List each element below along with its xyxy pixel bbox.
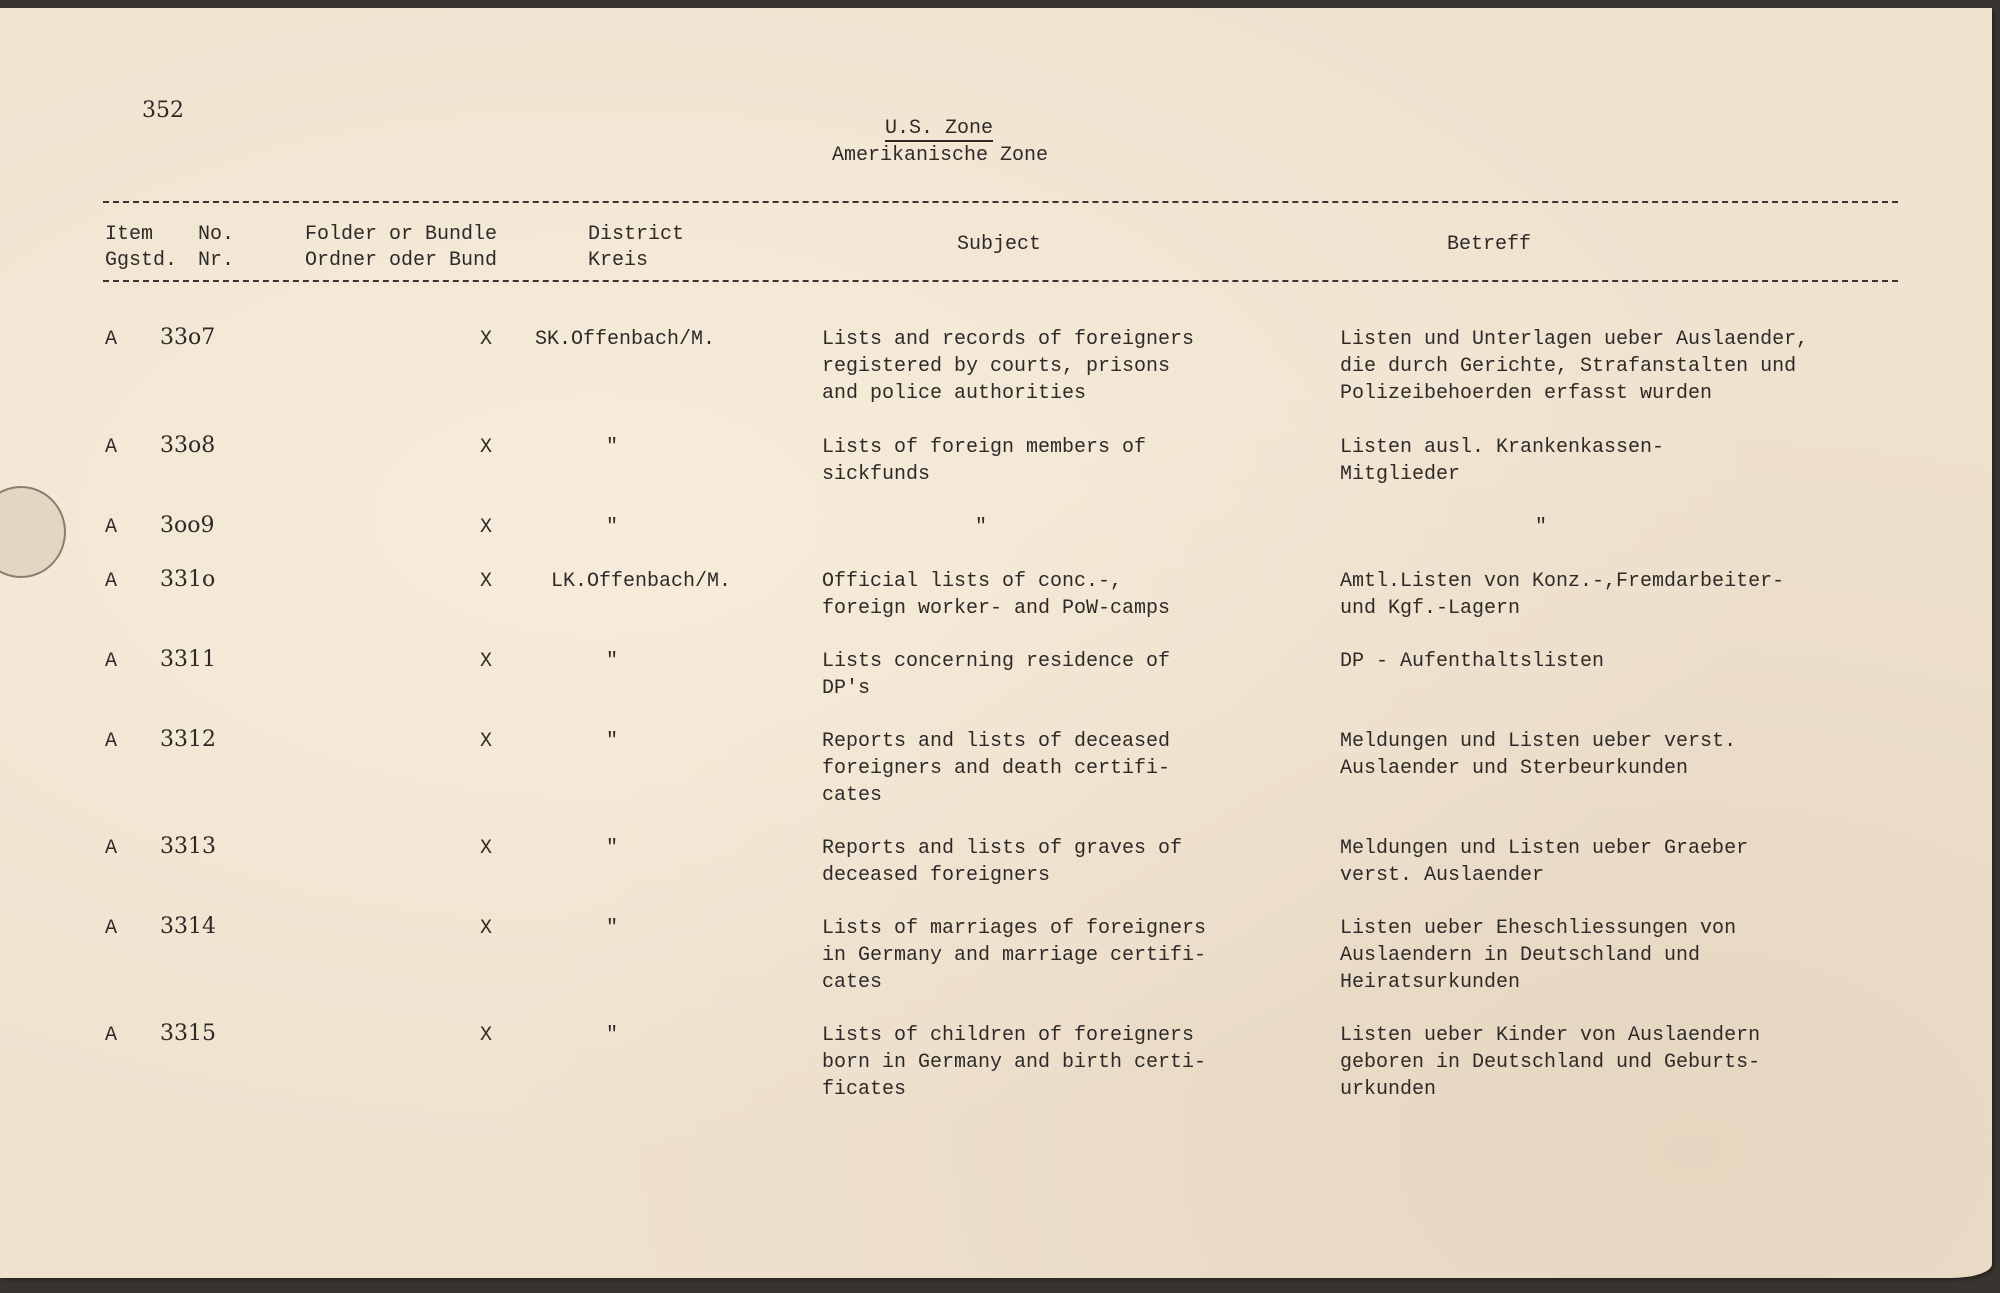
header-district bbox=[588, 222, 684, 274]
header-number bbox=[198, 222, 234, 274]
folder-mark: X bbox=[480, 917, 493, 940]
folder-mark: X bbox=[480, 1024, 493, 1047]
item-letter: A bbox=[105, 837, 118, 860]
header-item-de: Ggstd. bbox=[105, 249, 178, 272]
item-number: 33o7 bbox=[160, 325, 216, 350]
subject-line: foreigners and death certifi- bbox=[822, 757, 1171, 780]
item-letter: A bbox=[105, 436, 118, 459]
subject-text bbox=[975, 514, 987, 541]
betreff-line: Heiratsurkunden bbox=[1340, 971, 1521, 994]
betreff-text bbox=[1340, 1022, 1760, 1103]
subject-line: Official lists of conc.-, bbox=[822, 570, 1123, 593]
subject-line: cates bbox=[822, 784, 883, 807]
header-betreff: Betreff bbox=[1447, 233, 1532, 256]
header-rule-bottom bbox=[103, 280, 1898, 282]
header-subject: Subject bbox=[957, 233, 1042, 256]
header-number-en: No. bbox=[198, 223, 235, 246]
page-tab-marker bbox=[0, 486, 66, 578]
betreff-line: " bbox=[1535, 516, 1548, 539]
header-number-de: Nr. bbox=[198, 249, 235, 272]
subject-line: deceased foreigners bbox=[822, 864, 1051, 887]
district-name: LK.Offenbach/M. bbox=[551, 570, 732, 593]
folder-mark: X bbox=[480, 328, 493, 351]
item-number: 3315 bbox=[160, 1021, 216, 1046]
folder-mark: X bbox=[480, 516, 493, 539]
item-letter: A bbox=[105, 730, 118, 753]
subject-text bbox=[822, 326, 1194, 407]
betreff-text bbox=[1340, 434, 1664, 488]
item-letter: A bbox=[105, 328, 118, 351]
subject-line: Lists of foreign members of bbox=[822, 436, 1147, 459]
folder-mark: X bbox=[480, 570, 493, 593]
betreff-text bbox=[1340, 648, 1604, 675]
zone-title-english: U.S. Zone bbox=[885, 117, 994, 140]
betreff-line: Auslaender und Sterbeurkunden bbox=[1340, 757, 1689, 780]
district-name: " bbox=[606, 516, 619, 539]
betreff-line: Listen und Unterlagen ueber Auslaender, bbox=[1340, 328, 1809, 351]
item-number: 3313 bbox=[160, 834, 216, 859]
header-item bbox=[105, 222, 177, 274]
header-folder bbox=[305, 222, 497, 274]
item-number: 33o8 bbox=[160, 433, 216, 458]
betreff-line: Listen ueber Eheschliessungen von bbox=[1340, 917, 1737, 940]
subject-text bbox=[822, 434, 1146, 488]
betreff-line: geboren in Deutschland und Geburts- bbox=[1340, 1051, 1761, 1074]
betreff-line: urkunden bbox=[1340, 1078, 1437, 1101]
subject-line: cates bbox=[822, 971, 883, 994]
subject-line: born in Germany and birth certi- bbox=[822, 1051, 1207, 1074]
betreff-line: und Kgf.-Lagern bbox=[1340, 597, 1521, 620]
betreff-text bbox=[1340, 568, 1784, 622]
subject-text bbox=[822, 915, 1206, 996]
header-rule-top bbox=[103, 201, 1898, 203]
betreff-text bbox=[1535, 514, 1547, 541]
page-number: 352 bbox=[142, 98, 184, 123]
item-number: 3312 bbox=[160, 727, 216, 752]
betreff-line: Listen ueber Kinder von Auslaendern bbox=[1340, 1024, 1761, 1047]
subject-line: Lists concerning residence of bbox=[822, 650, 1171, 673]
item-letter: A bbox=[105, 1024, 118, 1047]
betreff-text bbox=[1340, 835, 1748, 889]
subject-text bbox=[822, 835, 1182, 889]
header-district-en: District bbox=[588, 223, 685, 246]
betreff-line: Polizeibehoerden erfasst wurden bbox=[1340, 382, 1713, 405]
subject-line: sickfunds bbox=[822, 463, 931, 486]
folder-mark: X bbox=[480, 650, 493, 673]
item-number: 3oo9 bbox=[160, 513, 215, 538]
betreff-line: Auslaendern in Deutschland und bbox=[1340, 944, 1701, 967]
subject-line: Lists of children of foreigners bbox=[822, 1024, 1195, 1047]
betreff-line: verst. Auslaender bbox=[1340, 864, 1545, 887]
zone-title-german: Amerikanische Zone bbox=[832, 144, 1049, 167]
betreff-line: Listen ausl. Krankenkassen- bbox=[1340, 436, 1665, 459]
subject-text bbox=[822, 1022, 1206, 1103]
item-letter: A bbox=[105, 516, 118, 539]
header-item-en: Item bbox=[105, 223, 154, 246]
header-folder-en: Folder or Bundle bbox=[305, 223, 498, 246]
subject-line: Reports and lists of deceased bbox=[822, 730, 1171, 753]
item-letter: A bbox=[105, 917, 118, 940]
subject-text bbox=[822, 648, 1170, 702]
subject-text bbox=[822, 728, 1170, 809]
subject-line: DP's bbox=[822, 677, 871, 700]
betreff-line: Meldungen und Listen ueber Graeber bbox=[1340, 837, 1749, 860]
betreff-line: die durch Gerichte, Strafanstalten und bbox=[1340, 355, 1797, 378]
betreff-line: Mitglieder bbox=[1340, 463, 1461, 486]
betreff-text bbox=[1340, 326, 1808, 407]
district-name: " bbox=[606, 730, 619, 753]
subject-line: " bbox=[975, 516, 988, 539]
subject-line: in Germany and marriage certifi- bbox=[822, 944, 1207, 967]
item-number: 3311 bbox=[160, 647, 216, 672]
subject-line: and police authorities bbox=[822, 382, 1087, 405]
subject-line: Lists of marriages of foreigners bbox=[822, 917, 1207, 940]
betreff-text bbox=[1340, 728, 1736, 782]
item-letter: A bbox=[105, 570, 118, 593]
header-folder-de: Ordner oder Bund bbox=[305, 249, 498, 272]
item-letter: A bbox=[105, 650, 118, 673]
betreff-line: Amtl.Listen von Konz.-,Fremdarbeiter- bbox=[1340, 570, 1785, 593]
district-name: " bbox=[606, 436, 619, 459]
district-name: " bbox=[606, 917, 619, 940]
subject-line: Lists and records of foreigners bbox=[822, 328, 1195, 351]
subject-text bbox=[822, 568, 1170, 622]
betreff-text bbox=[1340, 915, 1736, 996]
folder-mark: X bbox=[480, 436, 493, 459]
header-district-de: Kreis bbox=[588, 249, 649, 272]
item-number: 331o bbox=[160, 567, 216, 592]
subject-line: Reports and lists of graves of bbox=[822, 837, 1183, 860]
district-name: " bbox=[606, 837, 619, 860]
document-page bbox=[0, 8, 1992, 1278]
subject-line: foreign worker- and PoW-camps bbox=[822, 597, 1171, 620]
betreff-line: DP - Aufenthaltslisten bbox=[1340, 650, 1605, 673]
district-name: " bbox=[606, 1024, 619, 1047]
subject-line: ficates bbox=[822, 1078, 907, 1101]
folder-mark: X bbox=[480, 837, 493, 860]
district-name: SK.Offenbach/M. bbox=[535, 328, 716, 351]
district-name: " bbox=[606, 650, 619, 673]
betreff-line: Meldungen und Listen ueber verst. bbox=[1340, 730, 1737, 753]
folder-mark: X bbox=[480, 730, 493, 753]
subject-line: registered by courts, prisons bbox=[822, 355, 1171, 378]
item-number: 3314 bbox=[160, 914, 216, 939]
